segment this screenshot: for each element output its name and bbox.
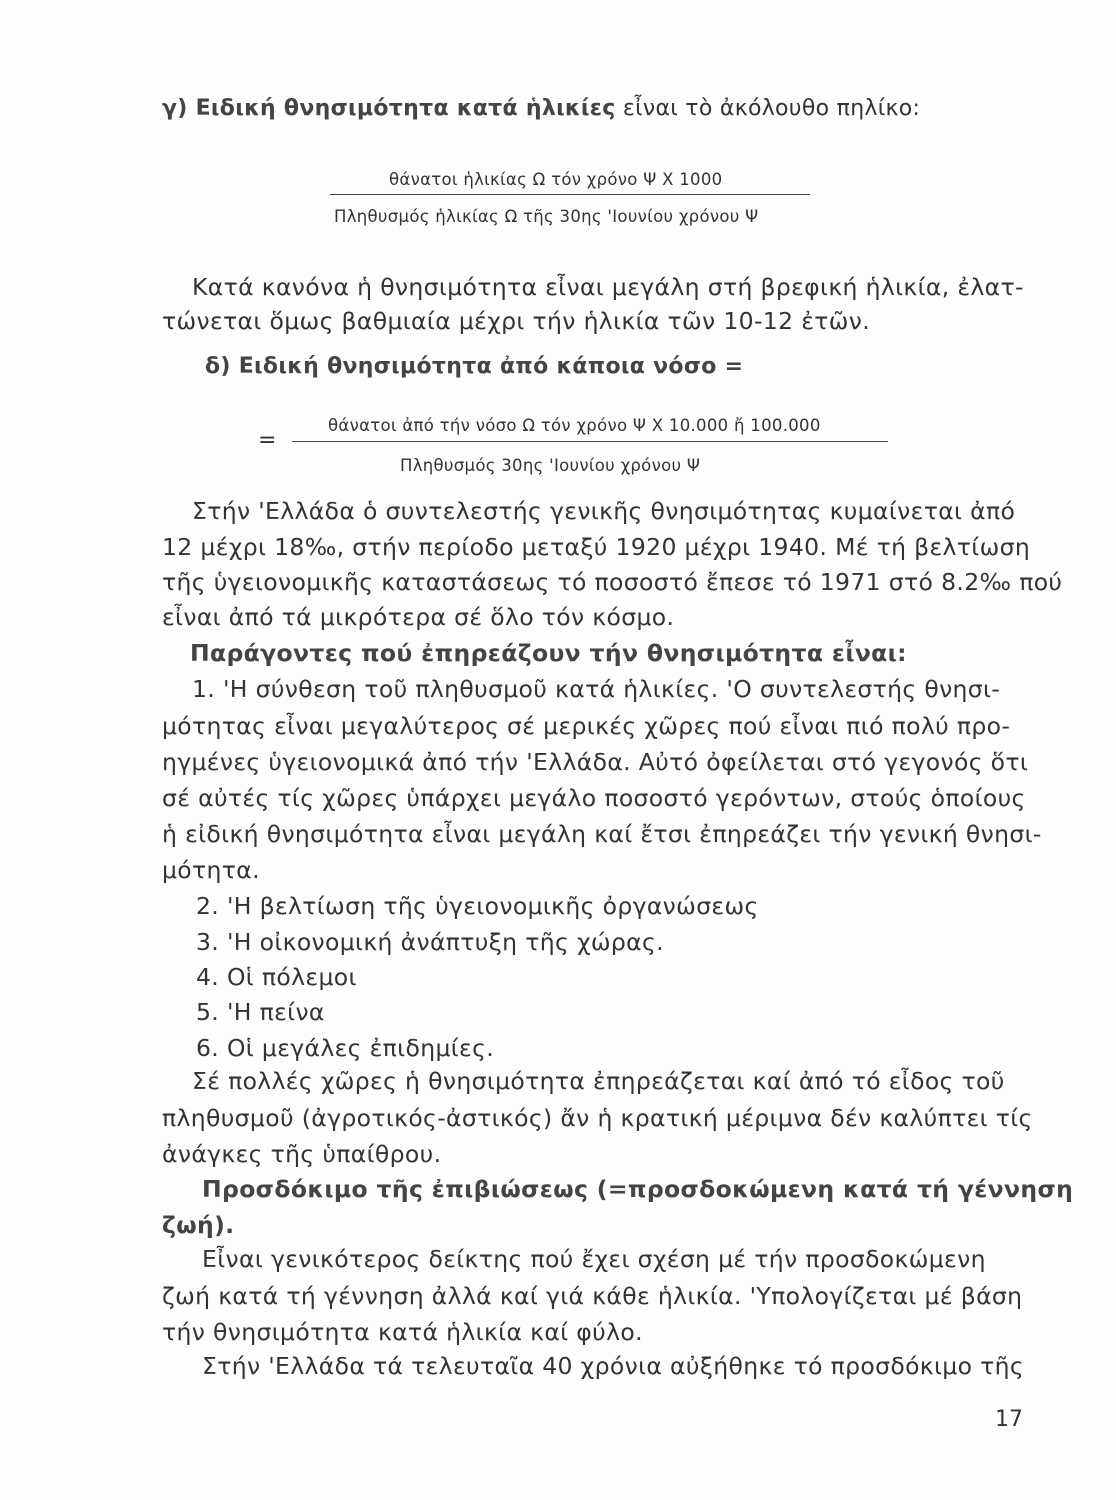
page-number: 17 [995, 1407, 1023, 1432]
factor-1-line-4: σέ αὐτές τίς χῶρες ὑπάρχει μεγάλο ποσοστό γερόντων, στούς ὁποίους [162, 784, 1026, 812]
life-expectancy-body-1: Εἶναι γενικότερος δείκτης πού ἔχει σχέση μέ τήν προσδοκώμενη [202, 1245, 986, 1273]
factors-heading: Παράγοντες πού ἐπηρεάζουν τήν θνησιμότητα εἶναι: [190, 639, 907, 667]
factor-item: 4. Οἱ πόλεμοι [196, 963, 357, 991]
fraction-d-equals: = [258, 428, 277, 453]
factor-item: 6. Οἱ μεγάλες ἐπιδημίες. [196, 1034, 495, 1062]
factor-1-line-3: ηγμένες ὑγειονομικά ἀπό τήν 'Ελλάδα. Αὐτό ὀφείλεται στό γεγονός ὅτι [162, 748, 1029, 776]
life-expectancy-body-2: ζωή κατά τή γέννηση ἀλλά καί γιά κάθε ἡλικία. 'Υπολογίζεται μέ βάση [162, 1282, 1023, 1310]
para2-line-3: τῆς ὑγειονομικῆς καταστάσεως τό ποσοστό ἔπεσε τό 1971 στό 8.2‰ πού [162, 568, 1063, 596]
para3-line-3: ἀνάγκες τῆς ὑπαίθρου. [162, 1140, 442, 1168]
para2-line-1: Στήν 'Ελλάδα ὁ συντελεστής γενικῆς θνησιμότητας κυμαίνεται ἀπό [192, 497, 1016, 525]
factor-1-line-2: μότητας εἶναι μεγαλύτερος σέ μερικές χῶρες πού εἶναι πιό πολύ προ- [162, 712, 1011, 740]
section-d-heading: δ) Ειδική θνησιμότητα ἀπό κάποια νόσο = [205, 354, 744, 379]
factor-1-line-6: μότητα. [162, 856, 260, 884]
life-expectancy-body-4: Στήν 'Ελλάδα τά τελευταῖα 40 χρόνια αὐξήθηκε τό προσδόκιμο τῆς [202, 1352, 1025, 1380]
fraction-d-bar [292, 441, 888, 442]
section-g-line [162, 96, 920, 121]
para1-line-1: Κατά κανόνα ἡ θνησιμότητα εἶναι μεγάλη στή βρεφική ἡλικία, ἐλατ- [192, 273, 1024, 301]
factor-item: 5. 'Η πείνα [196, 998, 325, 1026]
para3-line-2: πληθυσμοῦ (ἀγροτικός-ἀστικός) ἄν ἡ κρατική μέριμνα δέν καλύπτει τίς [162, 1104, 1033, 1132]
life-expectancy-heading-1: Προσδόκιμο τῆς ἐπιβιώσεως (=προσδοκώμενη κατά τή γέννηση [202, 1175, 1074, 1203]
fraction-d-denominator: Πληθυσμός 30ης 'Ιουνίου χρόνου Ψ [400, 456, 701, 475]
para3-line-1: Σέ πολλές χῶρες ἡ θνησιμότητα ἐπηρεάζεται καί ἀπό τό εἶδος τοῦ [192, 1067, 1005, 1095]
para1-line-2: τώνεται ὅμως βαθμιαία μέχρι τήν ἡλικία τῶν 10-12 ἐτῶν. [162, 307, 871, 335]
life-expectancy-heading-2: ζωή). [162, 1211, 235, 1239]
fraction-g-numerator: θάνατοι ἡλικίας Ω τόν χρόνο Ψ Χ 1000 [389, 170, 723, 189]
para2-line-2: 12 μέχρι 18‰, στήν περίοδο μεταξύ 1920 μέχρι 1940. Μέ τή βελτίωση [162, 533, 1031, 561]
life-expectancy-body-3: τήν θνησιμότητα κατά ἡλικία καί φύλο. [162, 1318, 643, 1346]
fraction-g-bar [330, 194, 810, 195]
factor-1-line-1: 1. 'Η σύνθεση τοῦ πληθυσμοῦ κατά ἡλικίες. 'Ο συντελεστής θνησι- [192, 675, 1001, 703]
section-g-heading: γ) Ειδική θνησιμότητα κατά ἡλικίες [162, 96, 616, 121]
factor-item: 3. 'Η οἰκονομική ἀνάπτυξη τῆς χώρας. [196, 928, 664, 956]
fraction-g-denominator: Πληθυσμός ἡλικίας Ω τῆς 30ης 'Ιουνίου χρόνου Ψ [334, 207, 759, 226]
factor-item: 2. 'Η βελτίωση τῆς ὑγειονομικῆς ὀργανώσεως [196, 892, 759, 920]
fraction-d-numerator: θάνατοι ἀπό τήν νόσο Ω τόν χρόνο Ψ Χ 10.000 ἤ 100.000 [328, 416, 821, 435]
factor-1-line-5: ἡ εἰδική θνησιμότητα εἶναι μεγάλη καί ἔτσι ἐπηρεάζει τήν γενική θνησι- [162, 820, 1042, 848]
section-g-intro: εἶναι τὸ ἀκόλουθο πηλίκο: [615, 96, 921, 121]
para2-line-4: εἶναι ἀπό τά μικρότερα σέ ὅλο τόν κόσμο. [162, 603, 675, 631]
